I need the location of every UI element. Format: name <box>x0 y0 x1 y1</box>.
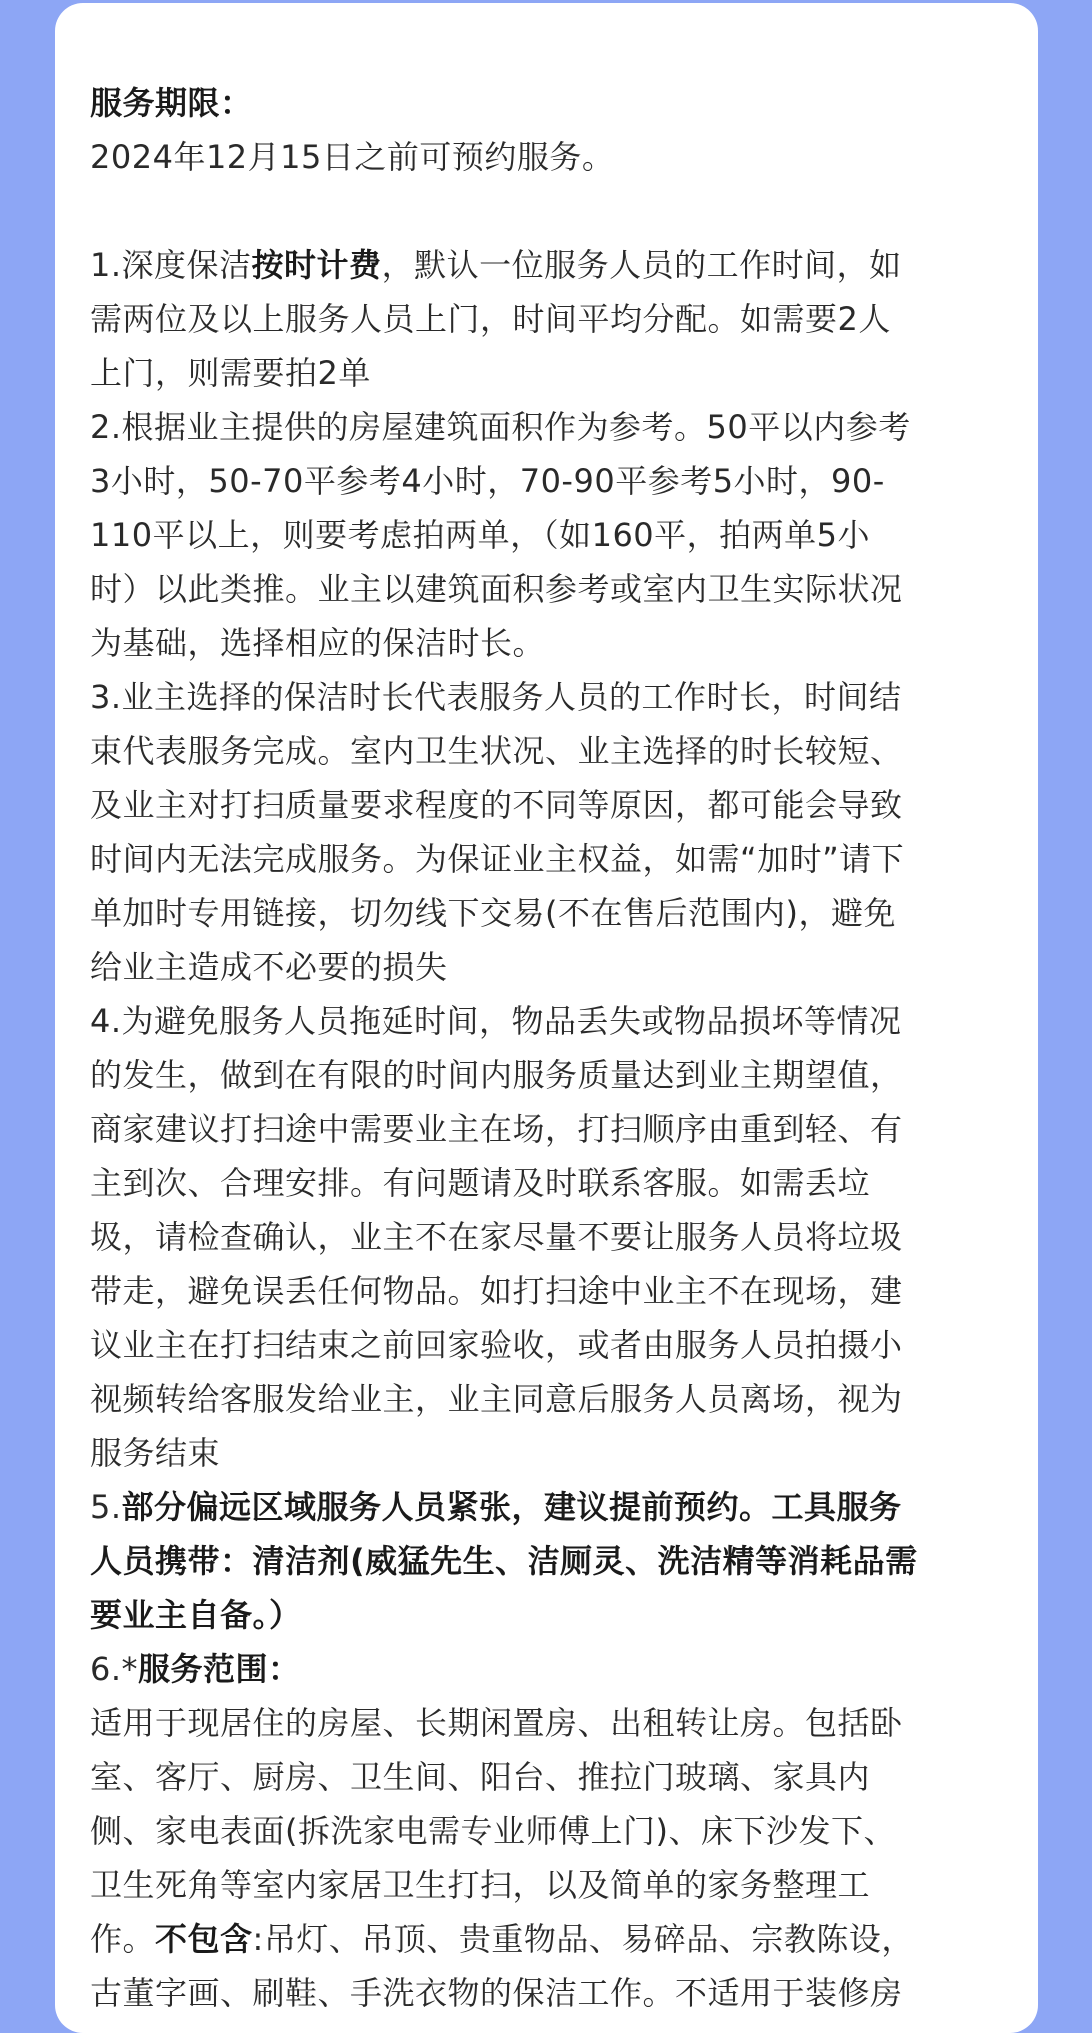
clause-2: 2.根据业主提供的房屋建筑面积作为参考。50平以内参考 3小时，50-70平参考4小时，70-90平参考5小时，90- 110平以上，则要考虑拍两单，（如160平，拍两单5小 时）以此类推。业主以建筑面积参考或室内卫生实际状况 为基础，选择相应的保洁时长。 <box>90 408 911 662</box>
exclusions-label: 不包含 <box>155 1920 253 1958</box>
service-scope-heading: 6.*服务范围： <box>90 1650 301 1688</box>
clause-6: 6.*服务范围： 适用于现居住的房屋、长期闲置房、出租转让房。包括卧 室、客厅、厨房、卫生间、阳台、推拉门玻璃、家具内 侧、家电表面(拆洗家电需专业师傅上门)、床下沙发下、 卫生死角等室内家居卫生打扫，以及简单的家务整理工 作。不包含:吊灯、吊顶、贵重物品、易碎品、宗教陈设， 古董字画、刷鞋、手洗衣物的保洁工作。不适用于装修房 <box>90 1642 1020 2020</box>
billing-emphasis: 按时计费 <box>251 246 382 284</box>
service-deadline: 2024年12月15日之前可预约服务。 <box>90 138 615 176</box>
clause-5: 5.部分偏远区域服务人员紧张，建议提前预约。工具服务 人员携带：清洁剂(威猛先生、洁厕灵、洗洁精等消耗品需 要业主自备。） <box>90 1488 918 1634</box>
clause-1: 1.深度保洁按时计费，默认一位服务人员的工作时间，如 需两位及以上服务人员上门，时间平均分配。如需要2人 上门，则需要拍2单 <box>90 246 902 392</box>
service-notes <box>90 76 1020 2020</box>
clause-4: 4.为避免服务人员拖延时间，物品丢失或物品损坏等情况 的发生，做到在有限的时间内服务质量达到业主期望值， 商家建议打扫途中需要业主在场，打扫顺序由重到轻、有 主到次、合理安排。有问题请及时联系客服。如需丢垃 圾，请检查确认，业主不在家尽量不要让服务人员将垃圾 带走，避免误丢任何物品。如打扫途中业主不在现场，建 议业主在打扫结束之前回家验收，或者由服务人员拍摄小 视频转给客服发给业主，业主同意后服务人员离场，视为 服务结束 <box>90 1002 903 1472</box>
service-period-heading: 服务期限： <box>90 84 253 122</box>
spacer <box>90 184 1020 238</box>
clause-3: 3.业主选择的保洁时长代表服务人员的工作时长，时间结 束代表服务完成。室内卫生状况、业主选择的时长较短、 及业主对打扫质量要求程度的不同等原因，都可能会导致 时间内无法完成服务。为保证业主权益，如需“加时”请下 单加时专用链接，切勿线下交易(不在售后范围内)，避免 给业主造成不必要的损失 <box>90 678 905 986</box>
